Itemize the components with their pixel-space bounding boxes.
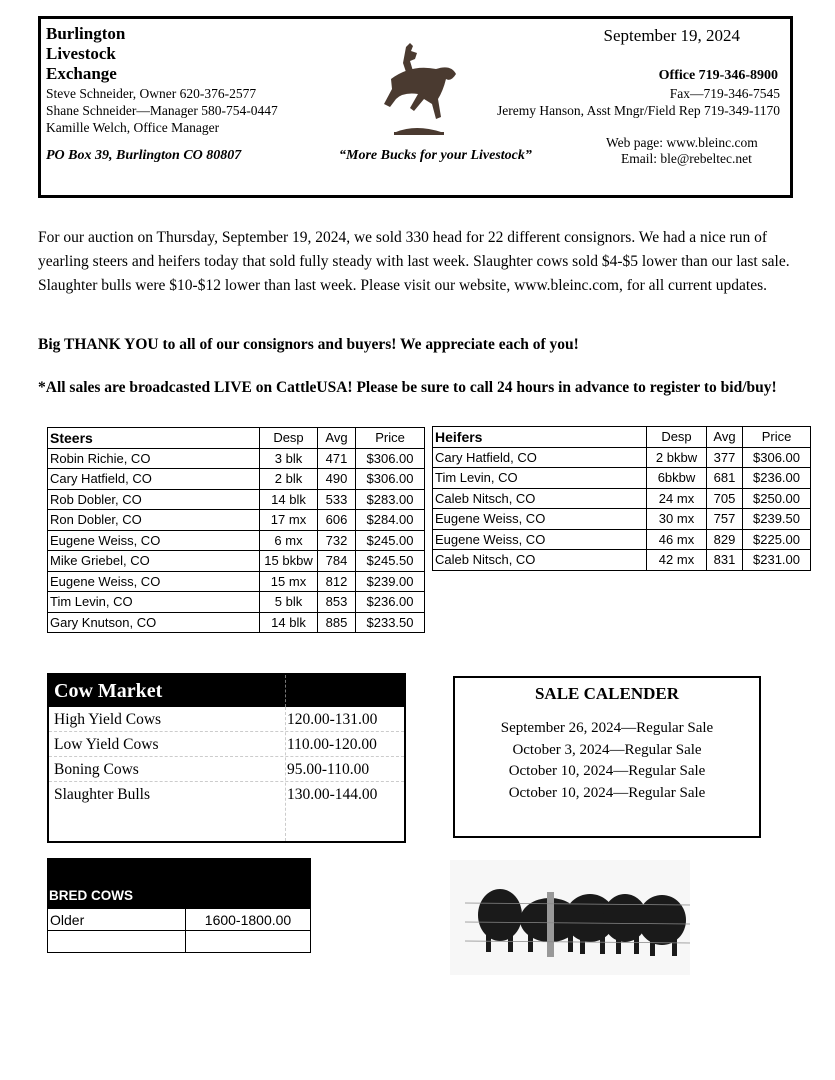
avg-weight: 471 — [318, 448, 356, 469]
fax-number: Fax—719-346-7545 — [669, 86, 780, 101]
table-row — [48, 510, 425, 531]
table-row — [48, 909, 311, 931]
bronc-rider-logo-icon — [376, 39, 461, 139]
table-row — [48, 571, 425, 592]
table-row — [433, 488, 811, 509]
avg-weight: 757 — [707, 509, 743, 530]
contact-manager: Shane Schneider—Manager 580-754-0447 — [46, 103, 278, 118]
consignor: Eugene Weiss, CO — [48, 571, 260, 592]
price: $306.00 — [743, 447, 811, 468]
consignor: Tim Levin, CO — [48, 592, 260, 613]
table-header-row — [433, 427, 811, 448]
office-phone: Office 719-346-8900 — [658, 68, 778, 83]
column-header: Price — [356, 428, 425, 449]
cow-class: Boning Cows — [54, 761, 139, 778]
divider — [285, 675, 286, 707]
cow-market-table — [47, 673, 406, 843]
desp: 5 blk — [260, 592, 318, 613]
steers-table — [47, 427, 425, 633]
web-page: Web page: www.bleinc.com — [606, 135, 758, 150]
desp: 15 bkbw — [260, 551, 318, 572]
cow-market-title: Cow Market — [54, 680, 163, 702]
avg-weight: 885 — [318, 612, 356, 633]
company-name-line: Livestock — [46, 44, 116, 63]
column-header: Steers — [48, 428, 260, 449]
avg-weight: 533 — [318, 489, 356, 510]
column-header: Price — [743, 427, 811, 448]
report-date: September 19, 2024 — [603, 26, 740, 45]
broadcast-note: *All sales are broadcasted LIVE on CattleUSA! Please be sure to call 24 hours in advance to register to bid/buy! — [38, 379, 777, 396]
desp: 3 blk — [260, 448, 318, 469]
price: $306.00 — [356, 469, 425, 490]
desp: 14 blk — [260, 489, 318, 510]
desp: 46 mx — [647, 529, 707, 550]
price-range: 120.00-131.00 — [287, 711, 378, 728]
cow-class: Slaughter Bulls — [54, 786, 151, 803]
price: $233.50 — [356, 612, 425, 633]
desp: 2 blk — [260, 469, 318, 490]
table-row — [48, 931, 311, 953]
column-header: Desp — [260, 428, 318, 449]
table-row — [48, 551, 425, 572]
sale-calender — [453, 676, 761, 838]
consignor: Eugene Weiss, CO — [433, 509, 647, 530]
letterhead — [38, 16, 793, 198]
company-name-line: Exchange — [46, 64, 117, 83]
staff-contacts — [46, 85, 278, 136]
table-row — [433, 447, 811, 468]
desp: 42 mx — [647, 550, 707, 571]
heifers-table — [432, 426, 811, 571]
black-angus-cattle-at-fence-icon — [450, 860, 690, 975]
table-row — [48, 530, 425, 551]
consignor: Cary Hatfield, CO — [433, 447, 647, 468]
price-range — [186, 931, 311, 953]
price: $239.50 — [743, 509, 811, 530]
avg-weight: 853 — [318, 592, 356, 613]
desp: 30 mx — [647, 509, 707, 530]
mailing-address: PO Box 39, Burlington CO 80807 — [46, 148, 242, 163]
table-row — [433, 529, 811, 550]
price: $250.00 — [743, 488, 811, 509]
contact-owner: Steve Schneider, Owner 620-376-2577 — [46, 86, 257, 101]
consignor: Robin Richie, CO — [48, 448, 260, 469]
table-row — [433, 509, 811, 530]
price-range: 95.00-110.00 — [287, 761, 370, 778]
avg-weight: 732 — [318, 530, 356, 551]
avg-weight: 490 — [318, 469, 356, 490]
consignor: Tim Levin, CO — [433, 468, 647, 489]
column-header: Avg — [318, 428, 356, 449]
bred-cows-title: BRED COWS — [47, 858, 311, 908]
avg-weight: 784 — [318, 551, 356, 572]
avg-weight: 829 — [707, 529, 743, 550]
price: $239.00 — [356, 571, 425, 592]
contact-office-manager: Kamille Welch, Office Manager — [46, 120, 220, 135]
consignor: Eugene Weiss, CO — [48, 530, 260, 551]
avg-weight: 681 — [707, 468, 743, 489]
table-row — [48, 612, 425, 633]
cow-class — [48, 931, 186, 953]
field-rep-contact: Jeremy Hanson, Asst Mngr/Field Rep 719-349-1170 — [497, 103, 780, 118]
price: $231.00 — [743, 550, 811, 571]
email-address: Email: ble@rebeltec.net — [621, 151, 752, 166]
thank-you-note: Big THANK YOU to all of our consignors and buyers! We appreciate each of you! — [38, 336, 579, 353]
desp: 14 blk — [260, 612, 318, 633]
price: $284.00 — [356, 510, 425, 531]
price: $225.00 — [743, 529, 811, 550]
sale-calender-title: SALE CALENDER — [534, 684, 680, 703]
desp: 6 mx — [260, 530, 318, 551]
sale-date: October 10, 2024—Regular Sale — [508, 763, 706, 779]
price-range: 130.00-144.00 — [287, 786, 378, 803]
consignor: Caleb Nitsch, CO — [433, 550, 647, 571]
avg-weight: 377 — [707, 447, 743, 468]
consignor: Rob Dobler, CO — [48, 489, 260, 510]
avg-weight: 606 — [318, 510, 356, 531]
cow-class: Low Yield Cows — [54, 736, 159, 753]
table-row — [433, 550, 811, 571]
table-row — [48, 469, 425, 490]
company-name-line: Burlington — [46, 24, 126, 43]
table-row — [48, 592, 425, 613]
desp: 15 mx — [260, 571, 318, 592]
sale-date: October 3, 2024—Regular Sale — [512, 741, 702, 758]
consignor: Eugene Weiss, CO — [433, 529, 647, 550]
consignor: Mike Griebel, CO — [48, 551, 260, 572]
table-row — [49, 782, 404, 807]
price: $306.00 — [356, 448, 425, 469]
avg-weight: 812 — [318, 571, 356, 592]
price: $283.00 — [356, 489, 425, 510]
consignor: Ron Dobler, CO — [48, 510, 260, 531]
desp: 2 bkbw — [647, 447, 707, 468]
avg-weight: 705 — [707, 488, 743, 509]
auction-summary: For our auction on Thursday, September 19, 2024, we sold 330 head for 22 different consignors. We had a nice run of yearling steers and heifers today that sold fully steady with last week. Slaughter cows sold $4-$5 lower than our last sale. Slaughter bulls were $10-$12 lower than last week. Please visit our website, www.bleinc.com, for all current updates. — [38, 229, 790, 294]
table-row — [49, 757, 404, 782]
column-header: Avg — [707, 427, 743, 448]
consignor: Gary Knutson, CO — [48, 612, 260, 633]
price-range: 110.00-120.00 — [287, 736, 377, 753]
consignor: Caleb Nitsch, CO — [433, 488, 647, 509]
sale-date: October 10, 2024—Regular Sale — [508, 784, 706, 801]
price: $245.00 — [356, 530, 425, 551]
slogan: “More Bucks for your Livestock” — [339, 148, 532, 163]
price: $236.00 — [356, 592, 425, 613]
cow-class: Older — [48, 909, 186, 931]
table-row — [433, 468, 811, 489]
cow-market-header — [49, 675, 404, 707]
sale-date: September 26, 2024—Regular Sale — [500, 720, 714, 736]
desp: 17 mx — [260, 510, 318, 531]
table-row — [49, 732, 404, 757]
table-row — [49, 707, 404, 732]
desp: 24 mx — [647, 488, 707, 509]
price-range: 1600-1800.00 — [186, 909, 311, 931]
avg-weight: 831 — [707, 550, 743, 571]
consignor: Cary Hatfield, CO — [48, 469, 260, 490]
cow-class: High Yield Cows — [54, 711, 162, 728]
table-row — [48, 448, 425, 469]
price: $236.00 — [743, 468, 811, 489]
company-name — [46, 24, 125, 84]
desp: 6bkbw — [647, 468, 707, 489]
bred-cows-table — [47, 858, 311, 953]
price: $245.50 — [356, 551, 425, 572]
column-header: Desp — [647, 427, 707, 448]
column-header: Heifers — [433, 427, 647, 448]
table-row — [48, 489, 425, 510]
table-header-row — [48, 428, 425, 449]
